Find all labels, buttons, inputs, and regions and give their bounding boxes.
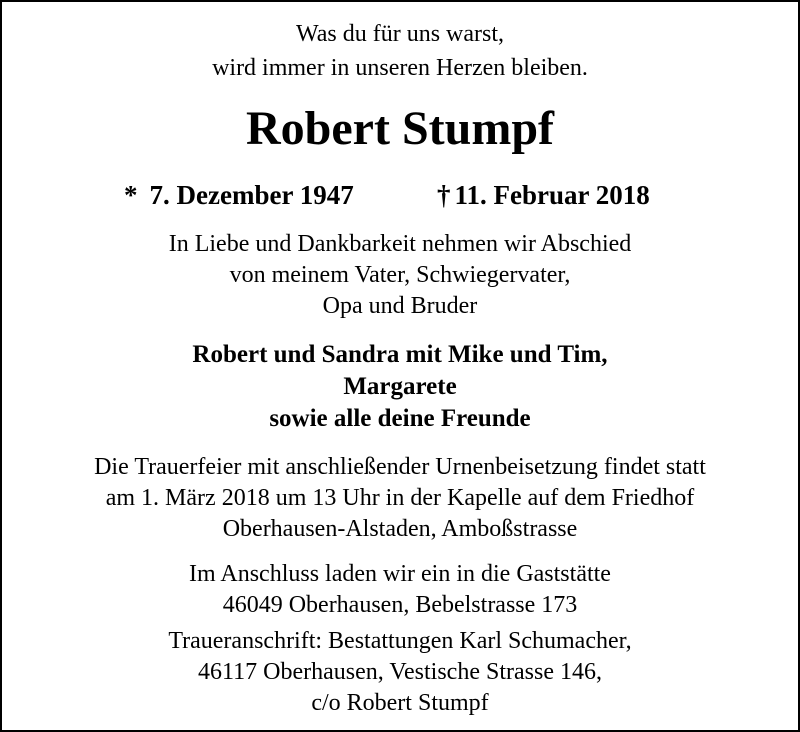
address-line-1: Traueranschrift: Bestattungen Karl Schumacher, <box>168 628 632 654</box>
farewell-line-2: von meinem Vater, Schwiegervater, <box>229 262 571 288</box>
reception-line-1: Im Anschluss laden wir ein in die Gaststätte <box>189 561 611 587</box>
address-line-3: c/o Robert Stumpf <box>311 690 489 716</box>
farewell-line-3: Opa und Bruder <box>322 293 478 319</box>
motto-line-2: wird immer in unseren Herzen bleiben. <box>212 55 588 81</box>
mourners-line-1: Robert und Sandra mit Mike und Tim, <box>192 341 608 368</box>
farewell-line-1: In Liebe und Dankbarkeit nehmen wir Abschied <box>168 231 632 257</box>
motto-line-1: Was du für uns warst, <box>295 21 505 47</box>
ceremony-line-3: Oberhausen-Alstaden, Amboßstrasse <box>222 516 578 542</box>
mourners-line-3: sowie alle deine Freunde <box>269 405 531 432</box>
address-line-2: 46117 Oberhausen, Vestische Strasse 146, <box>198 659 602 685</box>
birth-date: 7. Dezember 1947 <box>149 180 354 210</box>
mourners-line-2: Margarete <box>343 373 457 400</box>
death-cross-icon: † <box>437 180 451 210</box>
ceremony-line-2: am 1. März 2018 um 13 Uhr in der Kapelle auf dem Friedhof <box>105 485 695 511</box>
death-date: 11. Februar 2018 <box>454 180 650 210</box>
birth-star-icon: * <box>124 180 138 210</box>
deceased-name: Robert Stumpf <box>246 102 554 155</box>
life-dates <box>2 177 798 213</box>
ceremony-line-1: Die Trauerfeier mit anschließender Urnenbeisetzung findet statt <box>94 454 706 480</box>
reception-line-2: 46049 Oberhausen, Bebelstrasse 173 <box>222 592 578 618</box>
death-date-group <box>437 177 650 213</box>
birth-date-group <box>124 177 354 213</box>
